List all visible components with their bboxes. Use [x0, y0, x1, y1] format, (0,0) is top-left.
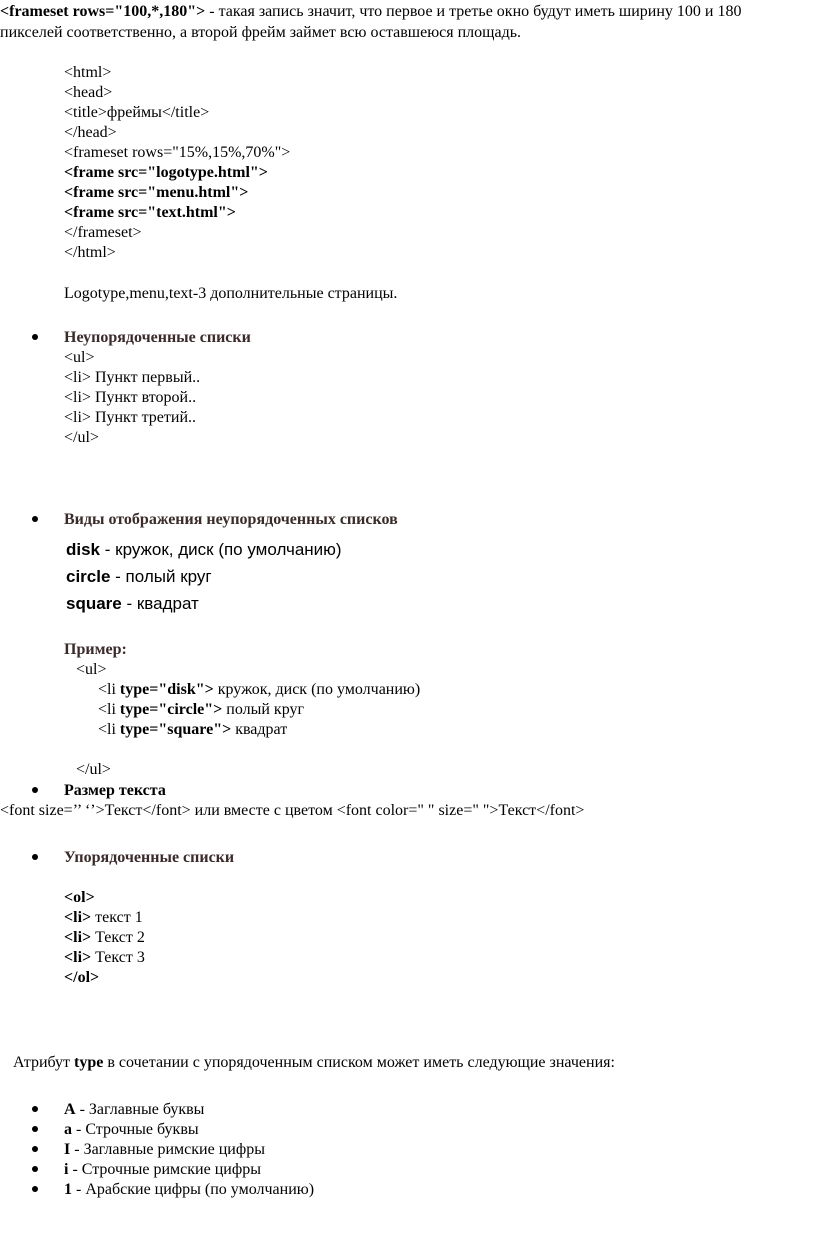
- intro-text: - такая запись значит, что первое и третье окно будут иметь ширину 100 и 180: [205, 3, 742, 20]
- ul-type-square: square - квадрат: [66, 594, 199, 613]
- code-line: <li> Пункт первый..: [64, 369, 201, 386]
- bullet-icon: [32, 334, 38, 340]
- section-heading-ul: Неупорядоченные списки: [64, 329, 251, 346]
- section-heading-ul-types: Виды отображения неупорядоченных списков: [64, 511, 398, 528]
- type-attr-line: Атрибут type в сочетании с упорядоченным списком может иметь следующие значения:: [13, 1054, 615, 1071]
- code-line: <ul>: [64, 349, 95, 366]
- bullet-icon: [32, 1126, 38, 1132]
- code-line: <frame src="menu.html">: [64, 184, 249, 201]
- code-line: </head>: [64, 124, 117, 141]
- font-size-line: <font size=’’ ‘’>Текст</font> или вместе с цветом <font color=" " size=" ">Текст</font>: [0, 802, 585, 819]
- intro-line-1: [0, 2, 741, 22]
- code-line: <li type="square"> квадрат: [98, 721, 288, 738]
- code-line: <li> Пункт третий..: [64, 409, 197, 426]
- code-line: <li> Текст 3: [64, 949, 145, 966]
- section-heading-font-size: Размер текста: [64, 782, 166, 799]
- bullet-icon: [32, 1186, 38, 1192]
- bullet-icon: [32, 1166, 38, 1172]
- code-line: <frameset rows="15%,15%,70%">: [64, 144, 291, 161]
- code-line: </html>: [64, 244, 116, 261]
- code-line: </ol>: [64, 969, 100, 986]
- intro-line-2: пикселей соответственно, а второй фрейм займет всю оставшеюся площадь.: [0, 24, 522, 41]
- bullet-icon: [32, 854, 38, 860]
- code-line: </frameset>: [64, 224, 142, 241]
- bullet-icon: [32, 1146, 38, 1152]
- bullet-icon: [32, 787, 38, 793]
- type-value-item: 1 - Арабские цифры (по умолчанию): [64, 1181, 315, 1198]
- code-line: <li type="disk"> кружок, диск (по умолчанию): [98, 681, 421, 698]
- code-line: <li> текст 1: [64, 909, 143, 926]
- code-line: <li> Пункт второй..: [64, 389, 197, 406]
- type-value-item: a - Строчные буквы: [64, 1121, 199, 1138]
- ul-type-circle: circle - полый круг: [66, 567, 212, 586]
- example-label: Пример:: [64, 641, 127, 658]
- type-value-item: i - Строчные римские цифры: [64, 1161, 261, 1178]
- code-line: </ul>: [76, 761, 111, 778]
- code-line: <li type="circle"> полый круг: [98, 701, 305, 718]
- bullet-icon: [32, 516, 38, 522]
- code-line: <html>: [64, 64, 112, 81]
- code-line: <title>фреймы</title>: [64, 104, 210, 121]
- frames-note: Logotype,menu,text-3 дополнительные страницы.: [64, 285, 398, 302]
- ul-type-disk: disk - кружок, диск (по умолчанию): [66, 540, 342, 559]
- code-line: </ul>: [64, 429, 99, 446]
- code-line: <head>: [64, 84, 113, 101]
- type-value-item: A - Заглавные буквы: [64, 1101, 205, 1118]
- code-line: <ul>: [76, 661, 107, 678]
- code-line: <ol>: [64, 889, 95, 906]
- code-line: <frame src="logotype.html">: [64, 164, 268, 181]
- bullet-icon: [32, 1106, 38, 1112]
- code-line: <frame src="text.html">: [64, 204, 236, 221]
- code-line: <li> Текст 2: [64, 929, 145, 946]
- intro-code: <frameset rows="100,*,180">: [0, 3, 206, 20]
- section-heading-ol: Упорядоченные списки: [64, 849, 235, 866]
- type-value-item: I - Заглавные римские цифры: [64, 1141, 265, 1158]
